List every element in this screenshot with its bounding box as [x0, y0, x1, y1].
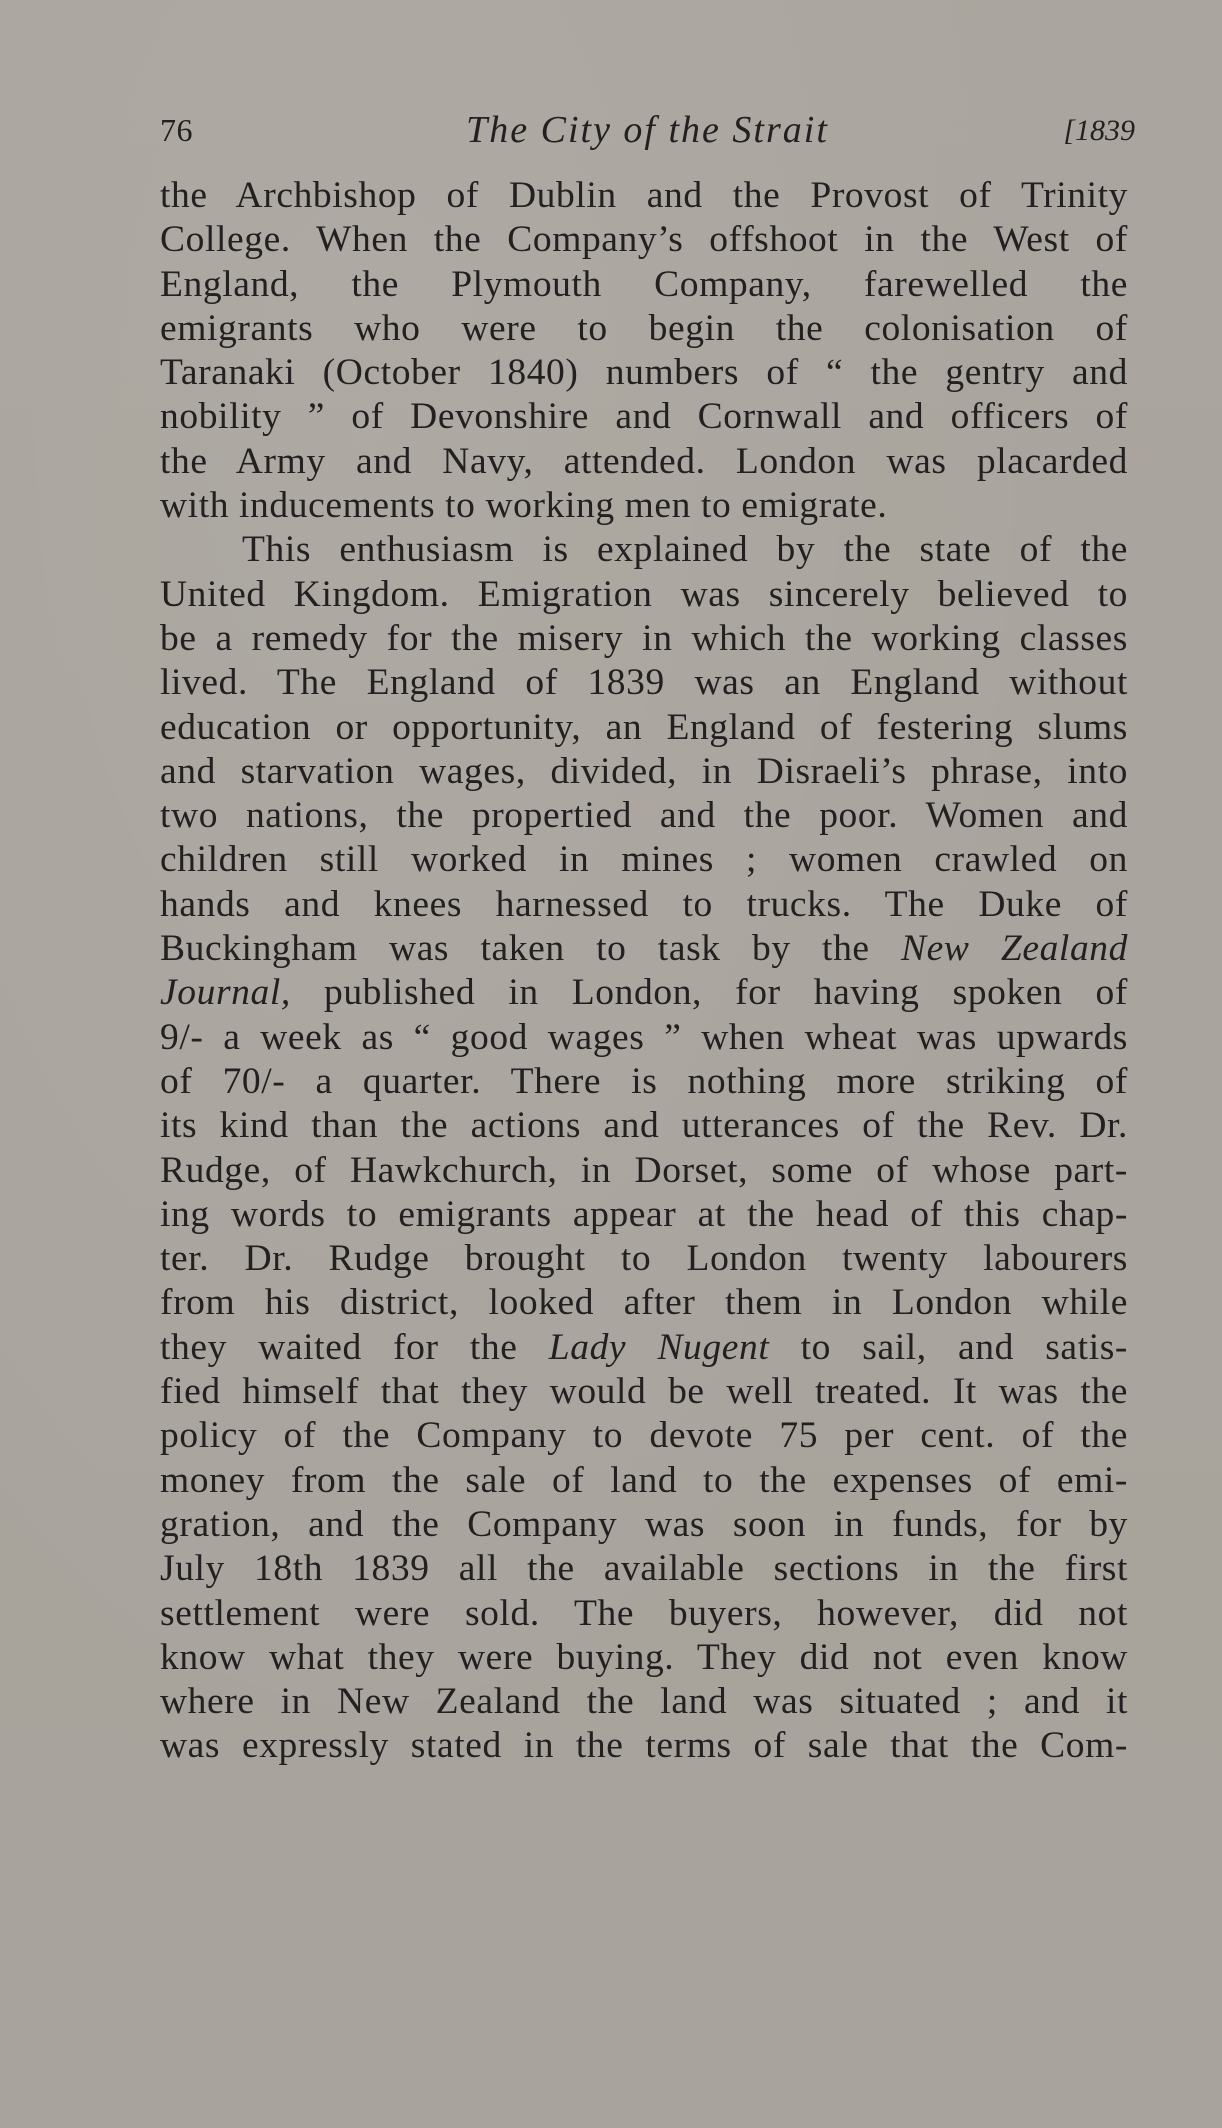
text-line: Taranaki (October 1840) numbers of “ the gentry and	[160, 352, 1128, 394]
text-line: and starvation wages, divided, in Disraeli’s phrase, into	[160, 750, 1128, 792]
italic-ship-name: Lady Nugent	[548, 1326, 770, 1368]
italic-title: Journal,	[160, 972, 291, 1014]
text-segment: published in London, for having spoken of	[290, 972, 1128, 1014]
text-line: of 70/- a quarter. There is nothing more striking of	[160, 1060, 1128, 1102]
text-line: United Kingdom. Emigration was sincerely believed to	[160, 573, 1128, 615]
text-line: 9/- a week as “ good wages ” when wheat was upwards	[160, 1016, 1128, 1058]
text-line: emigrants who were to begin the colonisation of	[160, 307, 1128, 349]
body-text	[160, 174, 1128, 1769]
text-line	[160, 1326, 1128, 1370]
text-line: the Archbishop of Dublin and the Provost of Trinity	[160, 175, 1128, 216]
text-line: from his district, looked after them in London while	[160, 1282, 1128, 1324]
running-head	[160, 108, 1135, 156]
text-line: know what they were buying. They did not even know	[160, 1636, 1128, 1678]
text-line: money from the sale of land to the expenses of emi-	[160, 1459, 1128, 1501]
text-line: settlement were sold. The buyers, however, did not	[160, 1592, 1128, 1634]
text-line	[160, 971, 1128, 1015]
text-segment: Buckingham was taken to task by the	[160, 928, 902, 970]
text-line: hands and knees harnessed to trucks. The Duke of	[160, 883, 1128, 925]
text-segment: to sail, and satis-	[769, 1326, 1128, 1368]
text-line: fied himself that they would be well treated. It was the	[160, 1371, 1128, 1413]
page-number: 76	[160, 112, 193, 148]
text-line: Rudge, of Hawkchurch, in Dorset, some of whose part-	[160, 1149, 1128, 1191]
text-line	[160, 927, 1128, 971]
text-line: nobility ” of Devonshire and Cornwall and officers of	[160, 396, 1128, 438]
text-line: ing words to emigrants appear at the head of this chap-	[160, 1193, 1128, 1235]
text-segment: they waited for the	[160, 1326, 549, 1368]
text-line: education or opportunity, an England of festering slums	[160, 706, 1128, 748]
text-line: with inducements to working men to emigrate.	[160, 485, 888, 527]
text-line: College. When the Company’s offshoot in the West of	[160, 219, 1128, 261]
running-year: [1839	[1063, 114, 1135, 147]
text-line: two nations, the propertied and the poor. Women and	[160, 795, 1128, 837]
text-line: children still worked in mines ; women crawled on	[160, 839, 1128, 881]
text-line: lived. The England of 1839 was an England without	[160, 662, 1128, 704]
text-line: July 18th 1839 all the available sections in the first	[160, 1548, 1128, 1590]
text-line: England, the Plymouth Company, farewelled the	[160, 263, 1128, 305]
text-line: be a remedy for the misery in which the working classes	[160, 617, 1128, 659]
text-line: ter. Dr. Rudge brought to London twenty labourers	[160, 1238, 1128, 1280]
text-line: its kind than the actions and utterances of the Rev. Dr.	[160, 1105, 1128, 1147]
running-title: The City of the Strait	[466, 109, 829, 151]
text-line: This enthusiasm is explained by the state of the	[242, 529, 1128, 571]
text-line: where in New Zealand the land was situated ; and it	[160, 1681, 1128, 1723]
text-line: the Army and Navy, attended. London was placarded	[160, 440, 1128, 482]
text-line: policy of the Company to devote 75 per cent. of the	[160, 1415, 1128, 1457]
text-line: was expressly stated in the terms of sale that the Com-	[160, 1725, 1128, 1767]
italic-title: New Zealand	[901, 928, 1129, 970]
text-line: gration, and the Company was soon in funds, for by	[160, 1503, 1128, 1545]
